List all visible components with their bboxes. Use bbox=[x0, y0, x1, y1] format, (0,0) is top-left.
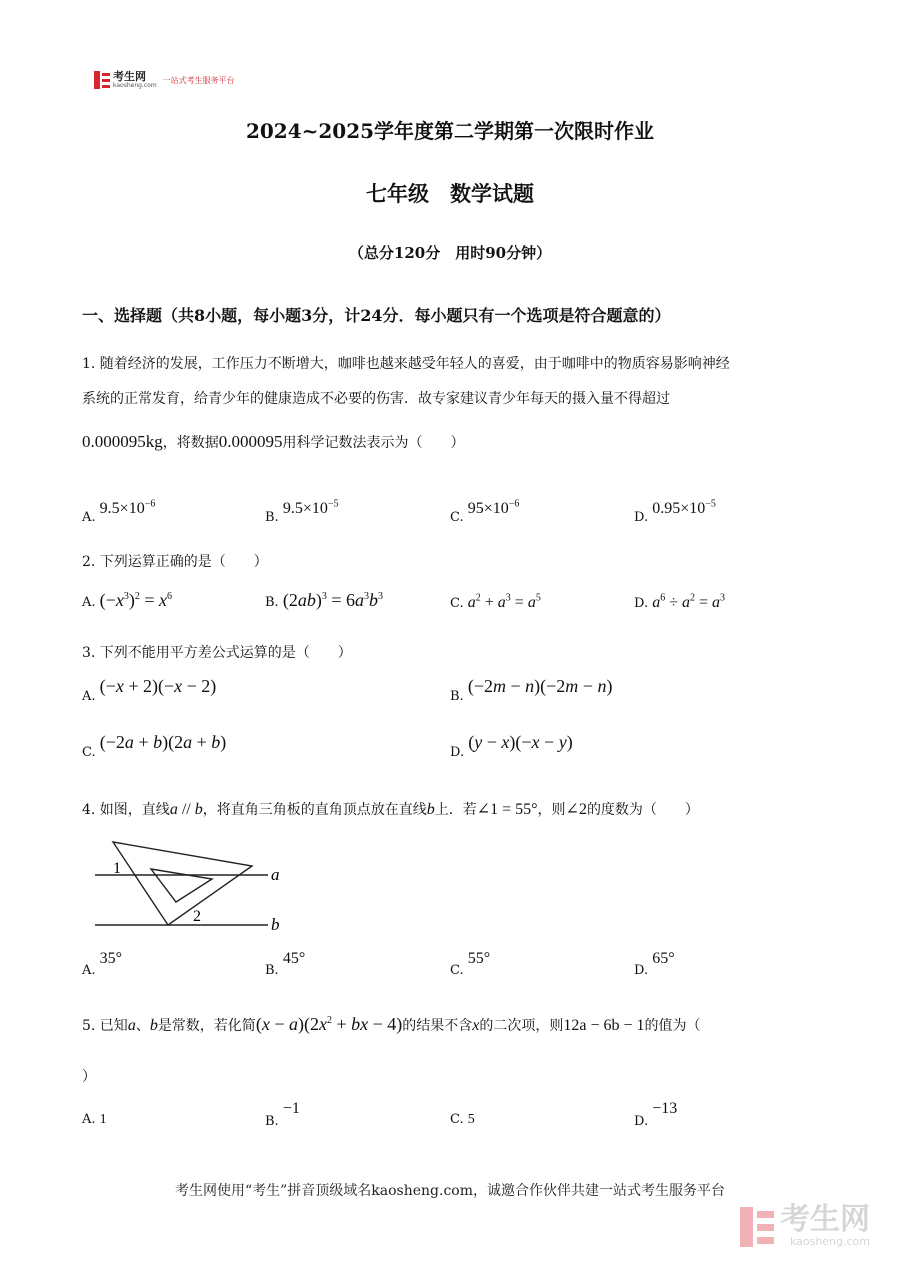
label-a: a bbox=[271, 865, 280, 884]
q4-figure bbox=[90, 838, 290, 938]
q3-stem: 3. 下列不能用平方差公式运算的是（ ） bbox=[82, 645, 352, 661]
label-angle-1: 1 bbox=[113, 860, 121, 877]
q1-mid: ，将数据 bbox=[162, 435, 219, 451]
q5-close: ） bbox=[82, 1069, 96, 1085]
q1-option-d[interactable]: D. $0.95\times 10^{-5}$ bbox=[634, 498, 716, 525]
q2-option-b[interactable]: B. $(2ab)^3 = 6a^3b^3$ bbox=[265, 590, 383, 610]
q1-line1: 1. 随着经济的发展，工作压力不断增大，咖啡也越来越受年轻人的喜爱，由于咖啡中的物质容易影响神经 bbox=[82, 356, 730, 372]
logo-slogan: 一站式考生服务平台 bbox=[162, 75, 235, 85]
exam-subtitle: 七年级 数学试题 bbox=[366, 181, 534, 206]
q2-option-a[interactable]: A. $(-x^3)^2 = x^6$ bbox=[82, 590, 172, 610]
q3-option-c[interactable]: C. (−2a + b)(2a + b) bbox=[82, 732, 227, 760]
q1-amount: 0.000095kg bbox=[82, 432, 163, 451]
q1-value: 0.000095 bbox=[218, 432, 283, 451]
brand-logo bbox=[94, 71, 235, 89]
watermark-cn: 考生网 bbox=[780, 1202, 870, 1237]
q3-option-d[interactable]: D. (y − x)(−x − y) bbox=[450, 732, 573, 760]
q3-option-a[interactable]: A. (−x + 2)(−x − 2) bbox=[82, 676, 217, 704]
label-b: b bbox=[271, 915, 280, 934]
q2-option-c[interactable]: C. $a^2 + a^3 = a^5$ bbox=[450, 592, 541, 611]
q5-stem: 5. 已知a、b是常数，若化简$(x - a)(2x^2$ + bx − 4)的结果不含x的二次项，则12a − 6b − 1的值为（ bbox=[82, 1014, 701, 1034]
label-angle-2: 2 bbox=[193, 908, 201, 925]
q4-option-c[interactable]: C. 55° bbox=[450, 950, 491, 978]
q4-option-b[interactable]: B. 45° bbox=[265, 950, 306, 978]
watermark-logo-icon bbox=[740, 1207, 774, 1247]
section-heading: 一、选择题（共8小题，每小题3分，计24分．每小题只有一个选项是符合题意的） bbox=[82, 306, 671, 325]
q4-option-d[interactable]: D. 65° bbox=[634, 950, 675, 978]
exam-title: 2024~2025学年度第二学期第一次限时作业 bbox=[245, 119, 655, 143]
outer-triangle bbox=[113, 842, 252, 925]
q5-option-c[interactable]: C. 5 bbox=[450, 1112, 475, 1127]
q4-stem: 4. 如图，直线a // b，将直角三角板的直角顶点放在直线b上．若∠1 = 55°，则∠2的度数为（ ） bbox=[82, 801, 699, 818]
q1-line3 bbox=[82, 432, 465, 452]
q1-tail: 用科学记数法表示为（ ） bbox=[282, 435, 465, 451]
q5-option-a[interactable]: A. 1 bbox=[82, 1112, 107, 1127]
q1-option-a[interactable]: A. $9.5\times 10^{-6}$ bbox=[82, 498, 156, 525]
q3-option-b[interactable]: B. (−2m − n)(−2m − n) bbox=[450, 676, 613, 704]
logo-cn: 考生网 bbox=[113, 70, 146, 83]
q4-option-a[interactable]: A. 35° bbox=[82, 950, 123, 978]
q1-line2: 系统的正常发育，给青少年的健康造成不必要的伤害．故专家建议青少年每天的摄入量不得超过 bbox=[82, 391, 670, 407]
exam-info: （总分120分 用时90分钟） bbox=[348, 244, 552, 262]
watermark bbox=[740, 1202, 870, 1248]
q5-option-d[interactable]: D. −13 bbox=[634, 1100, 678, 1129]
logo-icon bbox=[94, 71, 110, 89]
inner-triangle bbox=[151, 869, 212, 902]
q1-option-b[interactable]: B. $9.5\times 10^{-5}$ bbox=[265, 498, 339, 525]
q5-option-b[interactable]: B. −1 bbox=[265, 1100, 300, 1129]
q2-option-d[interactable]: D. $a^6 \div a^2 = a^3$ bbox=[634, 592, 726, 611]
logo-en: kaosheng.com bbox=[113, 82, 157, 89]
q2-stem: 2. 下列运算正确的是（ ） bbox=[82, 554, 268, 570]
q1-option-c[interactable]: C. $95\times 10^{-6}$ bbox=[450, 498, 520, 525]
page-footer: 考生网使用“考生”拼音顶级域名kaosheng.com，诚邀合作伙伴共建一站式考生服务平台 bbox=[174, 1183, 726, 1199]
watermark-en: kaosheng.com bbox=[789, 1235, 870, 1248]
